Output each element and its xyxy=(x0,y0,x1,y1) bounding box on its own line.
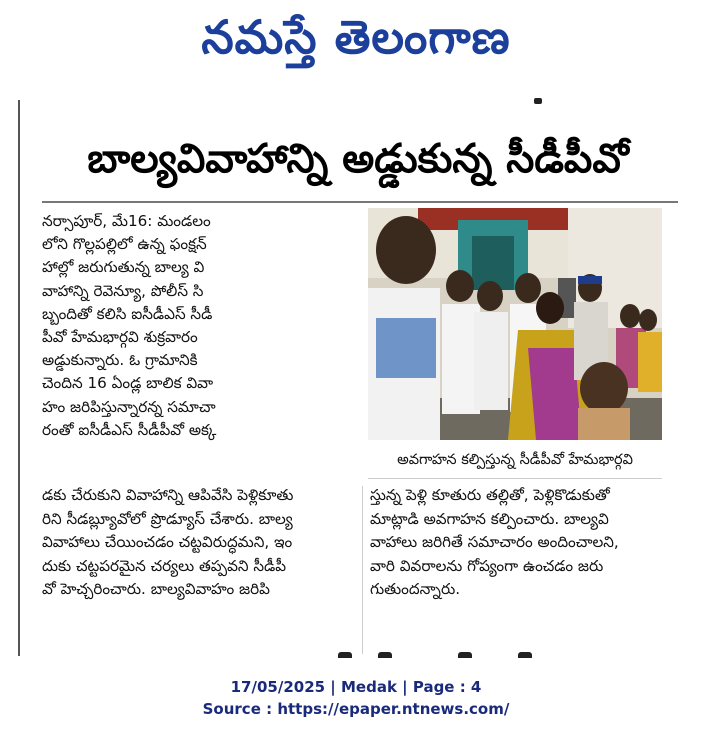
text-line: మాట్లాడి అవగాహన కల్పించారు. బాల్యవి xyxy=(370,509,609,528)
text-line: అడ్డుకున్నారు. ఓ గ్రామానికి xyxy=(42,351,198,370)
text-line: వివాహాలు చేయించడం చట్టవిరుద్ధమని, ఇం xyxy=(42,533,293,552)
text-line: పీవో హేమభార్గవి శుక్రవారం xyxy=(42,328,198,347)
text-line: రంతో ఐసీడీఎస్ సీడీపీవో అక్క xyxy=(42,420,217,439)
text-line: హం జరిపిస్తున్నారన్న సమాచా xyxy=(42,397,216,416)
text-line: వో హెచ్చరించారు. బాల్యవివాహం జరిపి xyxy=(42,580,270,599)
adjacent-text-fragment xyxy=(534,98,542,104)
text-line: దుకు చట్టపరమైన చర్యలు తప్పవని సీడీపీ xyxy=(42,556,287,575)
article-column-top-left xyxy=(42,210,360,488)
text-line: నర్సాపూర్, మే16: మండలం xyxy=(42,212,211,230)
news-clipping xyxy=(18,98,694,658)
text-line: వాహాలు జరిగితే సమాచారం అందించాలని, xyxy=(370,533,619,552)
clipping-left-border xyxy=(18,100,20,656)
article-photo xyxy=(368,208,662,440)
text-line: వాహాన్ని రెవెన్యూ, పోలీస్ సి xyxy=(42,281,204,300)
adjacent-article-fragment xyxy=(338,652,538,658)
text-line: బ్బందితో కలిసి ఐసీడీఎస్ సీడీ xyxy=(42,304,213,323)
text-line: వారి వివరాలను గోప్యంగా ఉంచడం జరు xyxy=(370,556,604,575)
text-line: హాల్లో జరుగుతున్న బాల్య వి xyxy=(42,258,205,277)
photo-illustration xyxy=(368,208,662,440)
article-headline: బాల్యవివాహాన్ని అడ్డుకున్న సీడీపీవో xyxy=(87,135,629,182)
column-divider xyxy=(362,486,363,654)
headline-divider xyxy=(42,201,678,203)
source-url: Source : https://epaper.ntnews.com/ xyxy=(202,700,510,718)
text-line: లోని గొల్లపల్లిలో ఉన్న ఫంక్షన్ xyxy=(42,235,207,254)
text-line: రిని సీడబ్ల్యూవోలో ప్రొడ్యూస్ చేశారు. బాల్య xyxy=(42,509,293,528)
newspaper-masthead: నమస్తే తెలంగాణ xyxy=(201,10,511,64)
page-footer xyxy=(0,676,712,720)
edition-info: 17/05/2025 | Medak | Page : 4 xyxy=(230,678,482,696)
text-line: గుతుందన్నారు. xyxy=(370,580,461,599)
article-column-bottom-right xyxy=(370,484,670,656)
article-column-bottom-left xyxy=(42,484,358,656)
text-line: స్తున్న పెళ్లి కూతురు తల్లితో, పెళ్లికొడుకుతో xyxy=(370,486,610,504)
photo-caption: అవగాహన కల్పిస్తున్న సీడీపీవో హేమభార్గవి xyxy=(368,442,662,479)
text-line: డకు చేరుకుని వివాహాన్ని ఆపివేసి పెళ్లికూతు xyxy=(42,486,294,504)
text-line: చెందిన 16 ఏండ్ల బాలిక వివా xyxy=(42,374,214,393)
